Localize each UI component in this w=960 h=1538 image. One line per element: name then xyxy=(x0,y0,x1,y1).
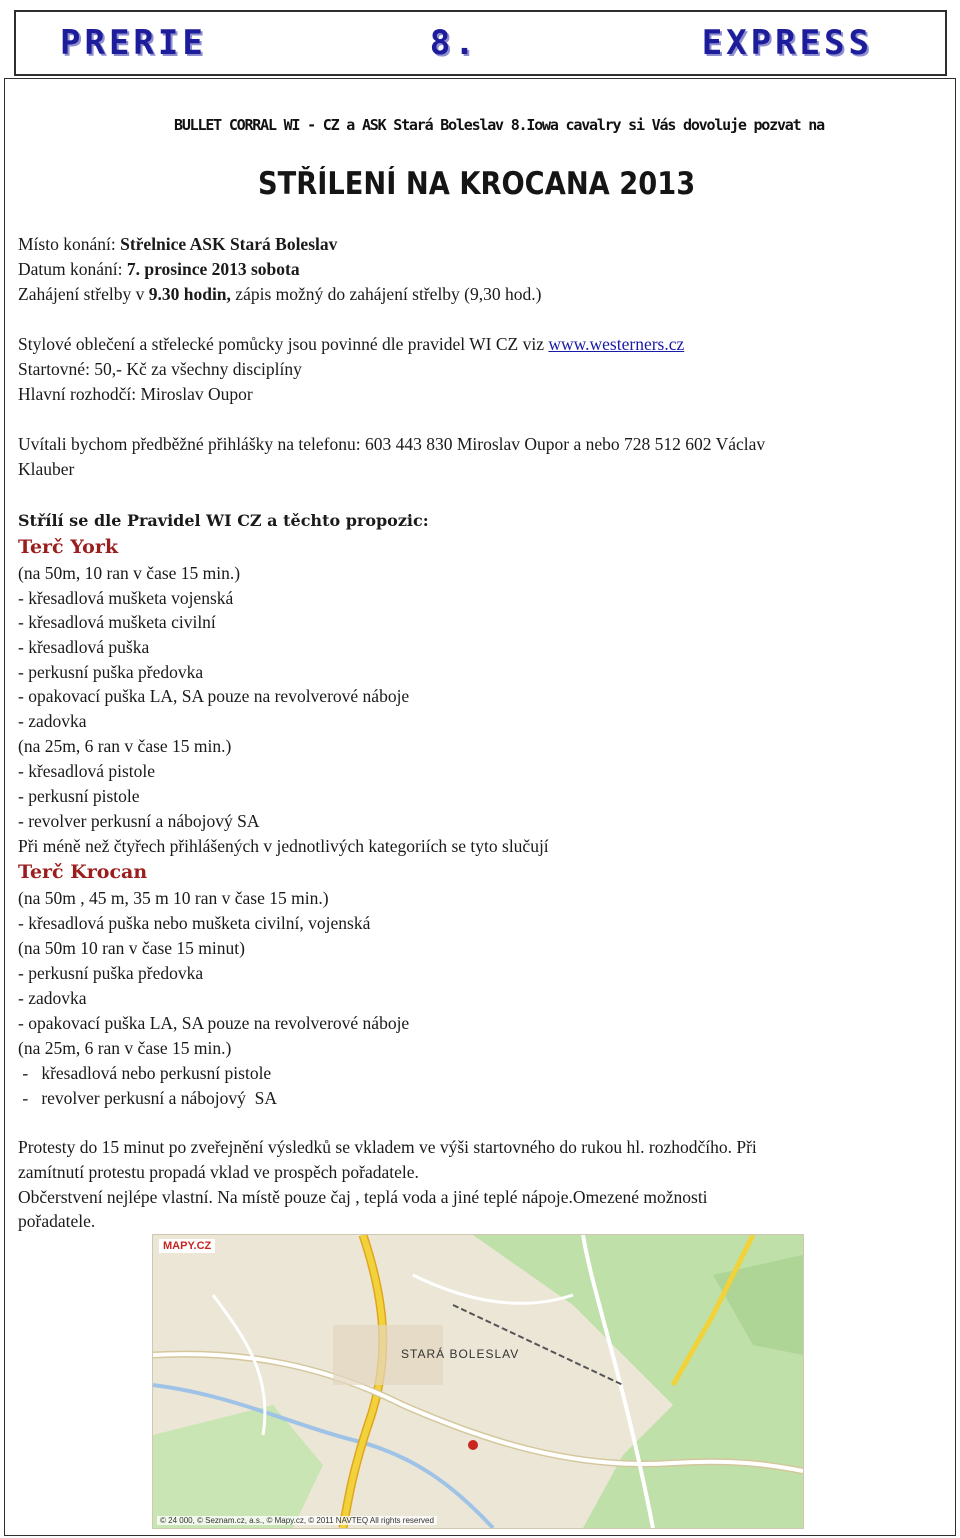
start-value: 9.30 hodin, xyxy=(148,284,231,304)
footer-line: pořadatele. xyxy=(18,1211,96,1231)
prereg-line-2: Klauber xyxy=(18,459,75,479)
location-map[interactable] xyxy=(152,1234,804,1529)
header-center: 8. xyxy=(429,23,479,63)
start-line xyxy=(18,284,541,305)
footer-line: zamítnutí protestu propadá vklad ve prospěch pořadatele. xyxy=(18,1162,419,1182)
krocan-title: Terč Krocan xyxy=(18,861,148,883)
header-right: EXPRESS xyxy=(701,23,873,63)
krocan-line: - křesadlová nebo perkusní pistole xyxy=(18,1063,272,1083)
map-copyright: © 24 000, © Seznam.cz, a.s., © Mapy.cz, © 2011 NAVTEQ All rights reserved xyxy=(157,1516,437,1525)
fee-line: Startovné: 50,- Kč za všechny disciplíny xyxy=(18,359,302,379)
krocan-line: - perkusní puška předovka xyxy=(18,963,204,983)
venue-line xyxy=(18,234,337,255)
york-line: (na 50m, 10 ran v čase 15 min.) xyxy=(18,563,241,583)
footer-line: Občerstvení nejlépe vlastní. Na místě pouze čaj , teplá voda a jiné teplé nápoje.Omezené možnosti xyxy=(18,1187,708,1207)
venue-value: Střelnice ASK Stará Boleslav xyxy=(120,234,338,254)
krocan-line: - opakovací puška LA, SA pouze na revolverové náboje xyxy=(18,1013,410,1033)
dress-text: Stylové oblečení a střelecké pomůcky jsou povinné dle pravidel WI CZ viz xyxy=(18,334,549,354)
map-place-label: STARÁ BOLESLAV xyxy=(401,1347,520,1361)
date-value: 7. prosince 2013 sobota xyxy=(126,259,300,279)
york-line: - revolver perkusní a nábojový SA xyxy=(18,811,260,831)
map-graphic xyxy=(153,1235,803,1528)
krocan-line: - revolver perkusní a nábojový SA xyxy=(18,1088,278,1108)
krocan-line: (na 50m 10 ran v čase 15 minut) xyxy=(18,938,245,958)
prereg-line-1: Uvítali bychom předběžné přihlášky na telefonu: 603 443 830 Miroslav Oupor a nebo 728 512 602 Václav xyxy=(18,434,766,454)
rules-heading: Střílí se dle Pravidel WI CZ a těchto propozic: xyxy=(18,511,429,530)
westerners-link[interactable]: www.westerners.cz xyxy=(548,334,685,354)
map-logo: MAPY.CZ xyxy=(159,1239,215,1253)
header-left: PRERIE xyxy=(60,23,207,63)
krocan-line: - křesadlová puška nebo mušketa civilní, vojenská xyxy=(18,913,371,933)
york-line: - křesadlová mušketa vojenská xyxy=(18,588,234,608)
date-line xyxy=(18,259,300,280)
judge-line: Hlavní rozhodčí: Miroslav Oupor xyxy=(18,384,253,404)
date-label: Datum konání: xyxy=(18,259,127,279)
page-title: STŘÍLENÍ NA KROCANA 2013 xyxy=(258,166,696,202)
start-rest: zápis možný do zahájení střelby (9,30 hod.) xyxy=(230,284,542,304)
york-line: - opakovací puška LA, SA pouze na revolverové náboje xyxy=(18,686,410,706)
york-line: Při méně než čtyřech přihlášených v jednotlivých kategoriích se tyto slučují xyxy=(18,836,549,856)
krocan-line: - zadovka xyxy=(18,988,87,1008)
york-line: (na 25m, 6 ran v čase 15 min.) xyxy=(18,736,232,756)
venue-label: Místo konání: xyxy=(18,234,121,254)
krocan-line: (na 25m, 6 ran v čase 15 min.) xyxy=(18,1038,232,1058)
york-line: - křesadlová mušketa civilní xyxy=(18,612,216,632)
location-marker xyxy=(468,1440,478,1450)
york-line: - perkusní puška předovka xyxy=(18,662,204,682)
invitation-line: BULLET CORRAL WI - CZ a ASK Stará Boleslav 8.Iowa cavalry si Vás dovoluje pozvat na xyxy=(174,116,824,134)
york-line: - perkusní pistole xyxy=(18,786,140,806)
start-label: Zahájení střelby v xyxy=(18,284,149,304)
york-line: - křesadlová puška xyxy=(18,637,150,657)
header-banner xyxy=(14,10,947,76)
dress-line xyxy=(18,334,684,355)
footer-line: Protesty do 15 minut po zveřejnění výsledků se vkladem ve výši startovného do rukou hl. rozhodčího. Při xyxy=(18,1137,757,1157)
krocan-line: (na 50m , 45 m, 35 m 10 ran v čase 15 min.) xyxy=(18,888,329,908)
york-line: - zadovka xyxy=(18,711,87,731)
york-title: Terč York xyxy=(18,536,119,558)
york-line: - křesadlová pistole xyxy=(18,761,156,781)
